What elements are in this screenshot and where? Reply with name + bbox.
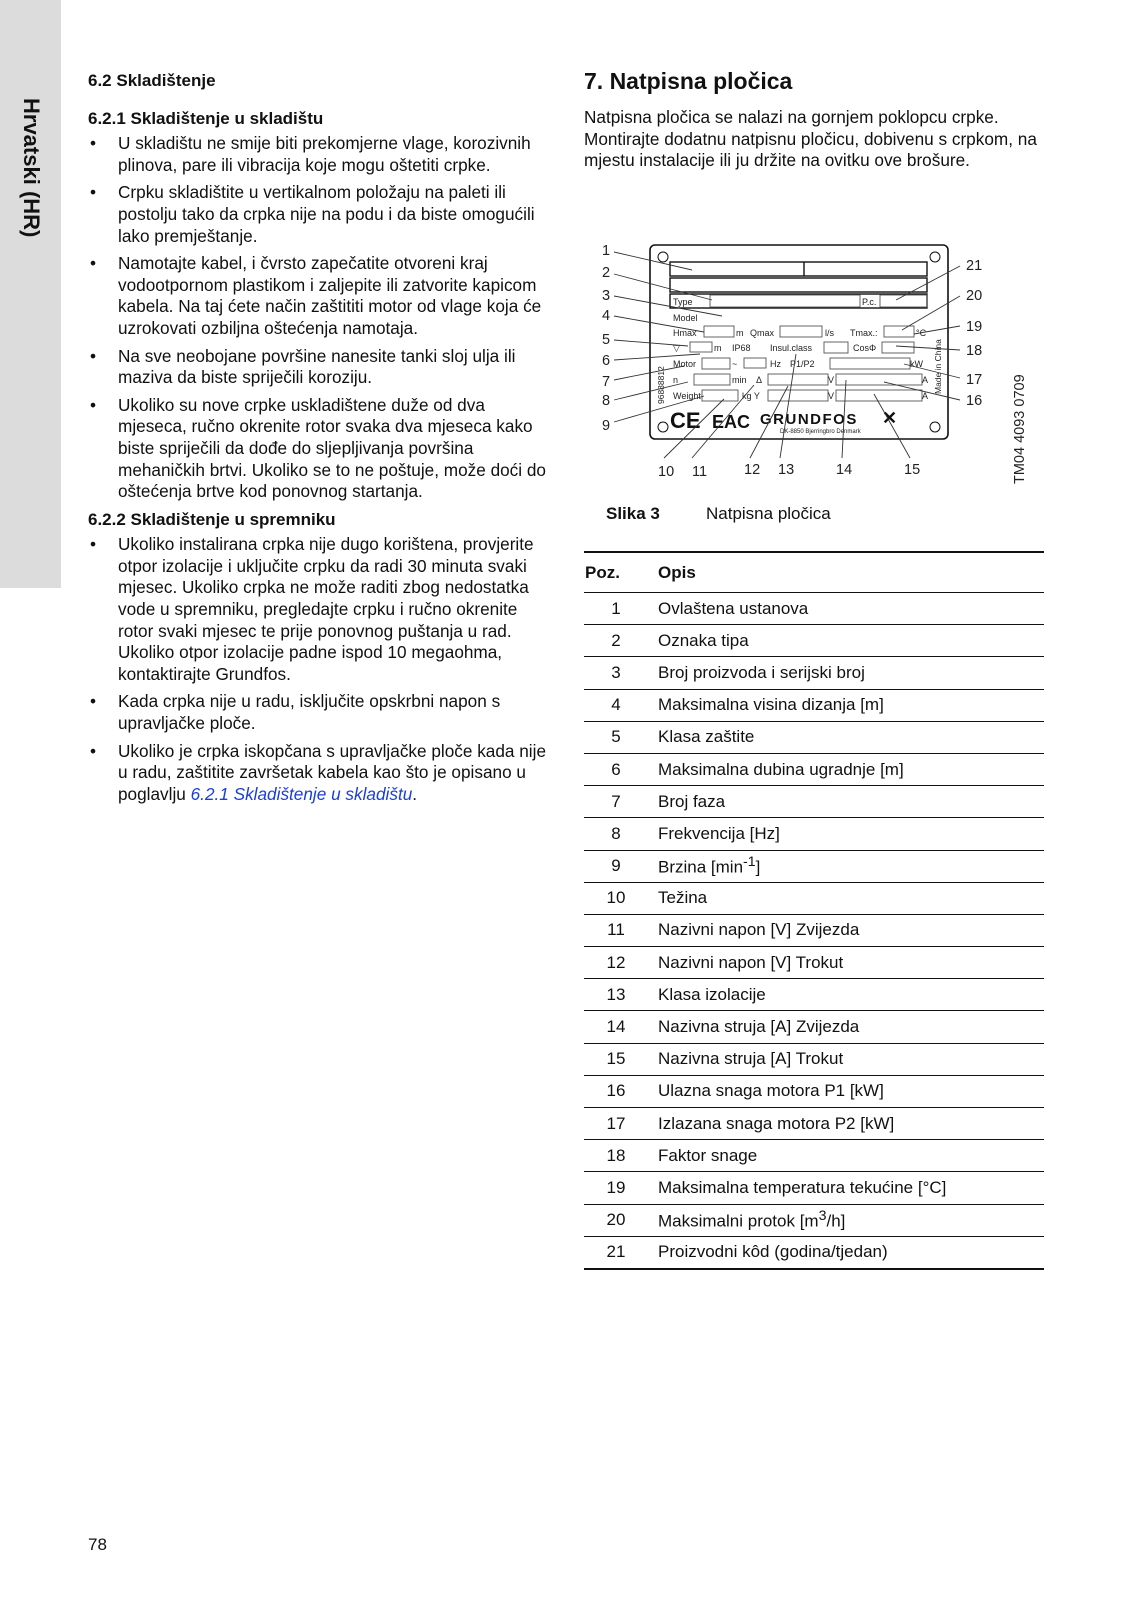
desc-cell: Frekvencija [Hz]	[648, 818, 1044, 850]
svg-text:Hmax: Hmax	[673, 328, 697, 338]
svg-text:8: 8	[602, 393, 611, 409]
pos-cell: 5	[584, 721, 648, 753]
table-row	[584, 979, 1044, 1011]
table-row	[584, 1011, 1044, 1043]
nameplate-figure	[584, 242, 1044, 502]
pos-cell: 9	[584, 850, 648, 882]
desc-cell: Oznaka tipa	[648, 625, 1044, 657]
svg-text:n: n	[673, 375, 679, 385]
pos-cell: 11	[584, 914, 648, 946]
section-heading-6-2: 6.2 Skladištenje	[88, 71, 216, 90]
table-row	[584, 1140, 1044, 1172]
desc-cell: Izlazana snaga motora P2 [kW]	[648, 1108, 1044, 1140]
desc-cell: Broj faza	[648, 786, 1044, 818]
table-row	[584, 1172, 1044, 1204]
svg-text:Made in China: Made in China	[933, 339, 943, 394]
svg-text:17: 17	[966, 372, 983, 388]
svg-text:kg Y: kg Y	[742, 391, 760, 401]
language-sidebar	[0, 0, 61, 588]
svg-text:Qmax: Qmax	[750, 328, 775, 338]
pos-cell: 19	[584, 1172, 648, 1204]
svg-text:P1/P2: P1/P2	[790, 359, 815, 369]
svg-text:4: 4	[602, 308, 611, 324]
svg-text:18: 18	[966, 343, 983, 359]
desc-cell: Brzina $[\min^{-1}]$	[648, 850, 1044, 882]
svg-text:kW: kW	[910, 359, 923, 369]
svg-text:V: V	[828, 375, 835, 385]
svg-text:m: m	[736, 328, 744, 338]
table-row	[584, 786, 1044, 818]
right-column	[584, 68, 1044, 172]
svg-text:m: m	[714, 343, 722, 353]
desc-cell: Nazivna struja [A] Zvijezda	[648, 1011, 1044, 1043]
pos-cell: 15	[584, 1043, 648, 1075]
section-heading-6-2-2: 6.2.2 Skladištenje u spremniku	[88, 509, 336, 529]
svg-text:A: A	[922, 375, 929, 385]
desc-cell: Maksimalna dubina ugradnje [m]	[648, 753, 1044, 785]
svg-text:Tmax.:: Tmax.:	[850, 328, 878, 338]
svg-text:Hz: Hz	[770, 359, 781, 369]
desc-cell: Maksimalna temperatura tekućine [°C]	[648, 1172, 1044, 1204]
svg-text:Motor: Motor	[673, 359, 697, 369]
table-row	[584, 593, 1044, 625]
pos-cell: 20	[584, 1204, 648, 1236]
svg-text:IP68: IP68	[732, 343, 751, 353]
desc-cell: Proizvodni kôd (godina/tjedan)	[648, 1236, 1044, 1269]
svg-text:min: min	[732, 375, 747, 385]
pos-cell: 18	[584, 1140, 648, 1172]
left-column	[88, 70, 548, 811]
table-row	[584, 753, 1044, 785]
svg-text:V: V	[828, 391, 835, 401]
table-header-row	[584, 552, 1044, 593]
table-row	[584, 625, 1044, 657]
table-row	[584, 657, 1044, 689]
desc-cell: Broj proizvoda i serijski broj	[648, 657, 1044, 689]
desc-cell: Ovlaštena ustanova	[648, 593, 1044, 625]
list-item: • Na sve neobojane površine nanesite tanki sloj ulja ili maziva da biste spriječili koroziju.	[88, 346, 548, 389]
list-item: • Namotajte kabel, i čvrsto zapečatite otvoreni kraj vodootpornom plastikom i zaljepite ili zatvorite kapicom kabela. Na taj ćete način zaštititi motor od vlage koja će uzrokovati ozbiljna oštećenja namotaja.	[88, 253, 548, 339]
desc-cell: Nazivna struja [A] Trokut	[648, 1043, 1044, 1075]
section-link[interactable]: 6.2.1 Skladištenje u skladištu	[190, 783, 413, 804]
list-item: • Ukoliko instalirana crpka nije dugo korištena, provjerite otpor izolacije i uključite crpku da radi 30 minuta svaki mjesec. Ukoliko crpka ne može raditi zbog nedostatka vode u spremniku, pregledajte crpku i ručno okrenite rotor svaki mjesec te prije ponovnog puštanja u rad. Ukoliko otpor izolacije padne ispod 10 megaohma, kontaktirajte Grundfos.	[88, 534, 548, 685]
svg-text:12: 12	[744, 462, 761, 478]
figure-reference-code: TM04 4093 0709	[1012, 374, 1028, 484]
pos-cell: 10	[584, 882, 648, 914]
svg-text:96888812: 96888812	[656, 366, 666, 404]
pos-cell: 4	[584, 689, 648, 721]
svg-text:5: 5	[602, 332, 611, 348]
table-row	[584, 1043, 1044, 1075]
bullet-list-warehouse	[88, 133, 548, 503]
pos-cell: 2	[584, 625, 648, 657]
table-row	[584, 721, 1044, 753]
svg-text:10: 10	[658, 464, 675, 480]
list-item: • U skladištu ne smije biti prekomjerne vlage, korozivnih plinova, pare ili vibracija koje mogu oštetiti crpke.	[88, 133, 548, 176]
svg-text:Insul.class: Insul.class	[770, 343, 813, 353]
svg-text:Weight: Weight	[673, 391, 701, 401]
bullet-list-tank	[88, 534, 548, 805]
svg-text:CosΦ: CosΦ	[853, 343, 877, 353]
svg-text:16: 16	[966, 393, 983, 409]
svg-text:20: 20	[966, 288, 983, 304]
figure-caption: Slika 3 Natpisna pločica	[606, 504, 831, 523]
list-item: • Crpku skladištite u vertikalnom položaju na paleti ili postolju tako da crpka nije na podu i da biste omogućili lako premještanje.	[88, 182, 548, 247]
svg-text:15: 15	[904, 462, 921, 478]
page-number: 78	[88, 1535, 107, 1554]
grundfos-x-icon: ✕	[882, 408, 898, 428]
table-row	[584, 914, 1044, 946]
svg-text:9: 9	[602, 418, 611, 434]
svg-text:P.c.: P.c.	[862, 297, 877, 307]
pos-cell: 7	[584, 786, 648, 818]
desc-cell: Klasa izolacije	[648, 979, 1044, 1011]
table-row	[584, 689, 1044, 721]
svg-text:EAC: EAC	[712, 412, 751, 432]
pos-cell: 14	[584, 1011, 648, 1043]
brand-logo: GRUNDFOS	[760, 411, 858, 428]
svg-text:1: 1	[602, 243, 611, 259]
svg-text:Δ: Δ	[756, 375, 763, 385]
svg-text:~: ~	[732, 359, 738, 369]
section-heading-7: 7. Natpisna pločica	[584, 68, 793, 94]
pos-cell: 8	[584, 818, 648, 850]
svg-text:3: 3	[602, 288, 611, 304]
svg-text:13: 13	[778, 462, 795, 478]
desc-cell: Nazivni napon [V] Trokut	[648, 947, 1044, 979]
svg-text:A: A	[922, 391, 929, 401]
intro-paragraph: Natpisna pločica se nalazi na gornjem poklopcu crpke. Montirajte dodatnu natpisnu pločicu, dobivenu s crpkom, na mjestu instalacije ili ju držite na ovitku ove brošure.	[584, 107, 1037, 171]
nameplate-legend-table	[584, 551, 1044, 1270]
desc-cell: Maksimalni protok $[m^3/h]$	[648, 1204, 1044, 1236]
table-row	[584, 882, 1044, 914]
list-item: • Ukoliko je crpka iskopčana s upravljačke ploče kada nije u radu, zaštitite završetak kabela kao što je opisano u poglavlju 6.2.1 Skladištenje u skladištu.	[88, 741, 548, 806]
pos-cell: 13	[584, 979, 648, 1011]
svg-text:▽: ▽	[673, 343, 680, 353]
pos-cell: 17	[584, 1108, 648, 1140]
desc-cell: Nazivni napon [V] Zvijezda	[648, 914, 1044, 946]
desc-cell: Faktor snage	[648, 1140, 1044, 1172]
pos-cell: 21	[584, 1236, 648, 1269]
table-row	[584, 1075, 1044, 1107]
desc-cell: Ulazna snaga motora P1 [kW]	[648, 1075, 1044, 1107]
pos-cell: 12	[584, 947, 648, 979]
svg-text:6: 6	[602, 353, 611, 369]
column-header-desc: Opis	[648, 552, 1044, 593]
desc-cell: Težina	[648, 882, 1044, 914]
table-row	[584, 818, 1044, 850]
svg-text:21: 21	[966, 258, 983, 274]
svg-text:11: 11	[692, 464, 708, 480]
table-row	[584, 1204, 1044, 1236]
list-item: • Kada crpka nije u radu, isključite opskrbni napon s upravljačke ploče.	[88, 691, 548, 734]
table-row	[584, 1108, 1044, 1140]
svg-text:l/s: l/s	[825, 328, 834, 338]
pos-cell: 6	[584, 753, 648, 785]
column-header-pos: Poz.	[584, 552, 648, 593]
svg-text:7: 7	[602, 374, 611, 390]
field-type-label: Type	[673, 297, 693, 307]
svg-text:2: 2	[602, 265, 611, 281]
section-heading-6-2-1: 6.2.1 Skladištenje u skladištu	[88, 108, 324, 128]
pos-cell: 1	[584, 593, 648, 625]
svg-text:19: 19	[966, 319, 983, 335]
table-row	[584, 1236, 1044, 1269]
desc-cell: Maksimalna visina dizanja [m]	[648, 689, 1044, 721]
language-label: Hrvatski (HR)	[19, 98, 44, 238]
desc-cell: Klasa zaštite	[648, 721, 1044, 753]
svg-text:14: 14	[836, 462, 853, 478]
table-row	[584, 850, 1044, 882]
pos-cell: 16	[584, 1075, 648, 1107]
list-item: • Ukoliko su nove crpke uskladištene duže od dva mjeseca, ručno okrenite rotor svaka dva mjeseca kako biste spriječili da dođe do sljepljivanja površina mehaničkih brtvi. Ukoliko se to ne poštuje, može doći do oštećenja brtve kod ponovnog startanja.	[88, 395, 548, 503]
svg-text:°C: °C	[916, 328, 927, 338]
svg-text:DK-8850 Bjerringbro Denmark: DK-8850 Bjerringbro Denmark	[780, 429, 861, 435]
svg-text:Model: Model	[673, 313, 698, 323]
svg-text:CE: CE	[670, 408, 701, 433]
table-row	[584, 947, 1044, 979]
pos-cell: 3	[584, 657, 648, 689]
